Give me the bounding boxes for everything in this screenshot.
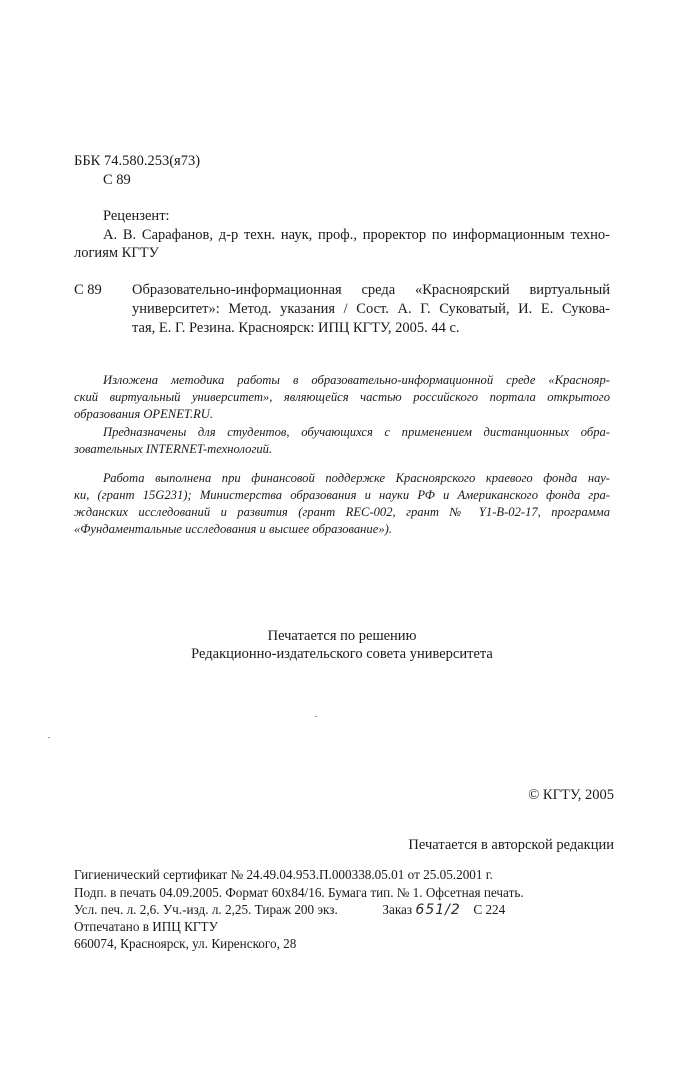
entry-line-1: Образовательно-информационная среда «Красноярский виртуальный — [132, 282, 610, 298]
order-label: Заказ — [382, 902, 413, 917]
entry-code: С 89 — [74, 282, 102, 298]
approval-line-1: Печатается по решению — [267, 628, 417, 644]
imprint-volume-text: Усл. печ. л. 2,6. Уч.-изд. л. 2,25. Тираж 200 экз. — [74, 902, 338, 917]
approval-line-2: Редакционно-издательского совета университета — [191, 646, 493, 662]
bbk-code: ББК 74.580.253(я73) — [74, 153, 201, 169]
scan-speck — [48, 737, 50, 738]
entry-line-3: тая, Е. Г. Резина. Красноярск: ИПЦ КГТУ, 2005. 44 с. — [132, 320, 460, 336]
reviewer-label: Рецензент: — [103, 208, 170, 224]
entry-line-2: университет»: Метод. указания / Сост. А. Г. Суковатый, И. Е. Сукова- — [132, 301, 610, 317]
annotation-p1-line-2: ский виртуальный университет», являющейся частью российского портала открытого — [74, 390, 610, 404]
annotation-p2-line-2: зовательных INTERNET-технологий. — [74, 442, 273, 456]
order-code: С 224 — [473, 902, 506, 917]
reviewer-line-2: логиям КГТУ — [74, 245, 159, 261]
funding-line-3: жданских исследований и развития (грант REC-002, грант № Y1-B-02-17, программа — [74, 505, 610, 519]
imprint-certificate: Гигиенический сертификат № 24.49.04.953.П.000338.05.01 от 25.05.2001 г. — [74, 867, 493, 882]
annotation-p2-line-1: Предназначены для студентов, обучающихся с применением дистанционных обра- — [103, 425, 610, 439]
imprint-print-details: Подп. в печать 04.09.2005. Формат 60x84/16. Бумага тип. № 1. Офсетная печать. — [74, 885, 524, 900]
funding-line-2: ки, (грант 15G231); Министерства образования и науки РФ и Американского фонда гра- — [74, 488, 610, 502]
funding-line-1: Работа выполнена при финансовой поддержке Красноярского краевого фонда нау- — [103, 471, 610, 485]
edition-note: Печатается в авторской редакции — [408, 837, 614, 853]
reviewer-line-1: А. В. Сарафанов, д-р техн. наук, проф., проректор по информационным техно- — [103, 227, 610, 243]
annotation-p1-line-1: Изложена методика работы в образовательно-информационной среде «Краснояр- — [103, 373, 610, 387]
funding-line-4: «Фундаментальные исследования и высшее образование»). — [74, 522, 392, 536]
imprint-volume — [74, 901, 505, 919]
imprint-address: 660074, Красноярск, ул. Киренского, 28 — [74, 936, 297, 951]
imprint-printed-at: Отпечатано в ИПЦ КГТУ — [74, 919, 218, 934]
annotation-p1-line-3: образования OPENET.RU. — [74, 407, 214, 421]
copyright: © КГТУ, 2005 — [528, 787, 614, 803]
scan-speck — [315, 716, 317, 717]
order-number-handwritten: 651/2 — [415, 902, 461, 918]
bbk-author-mark: С 89 — [103, 172, 131, 188]
